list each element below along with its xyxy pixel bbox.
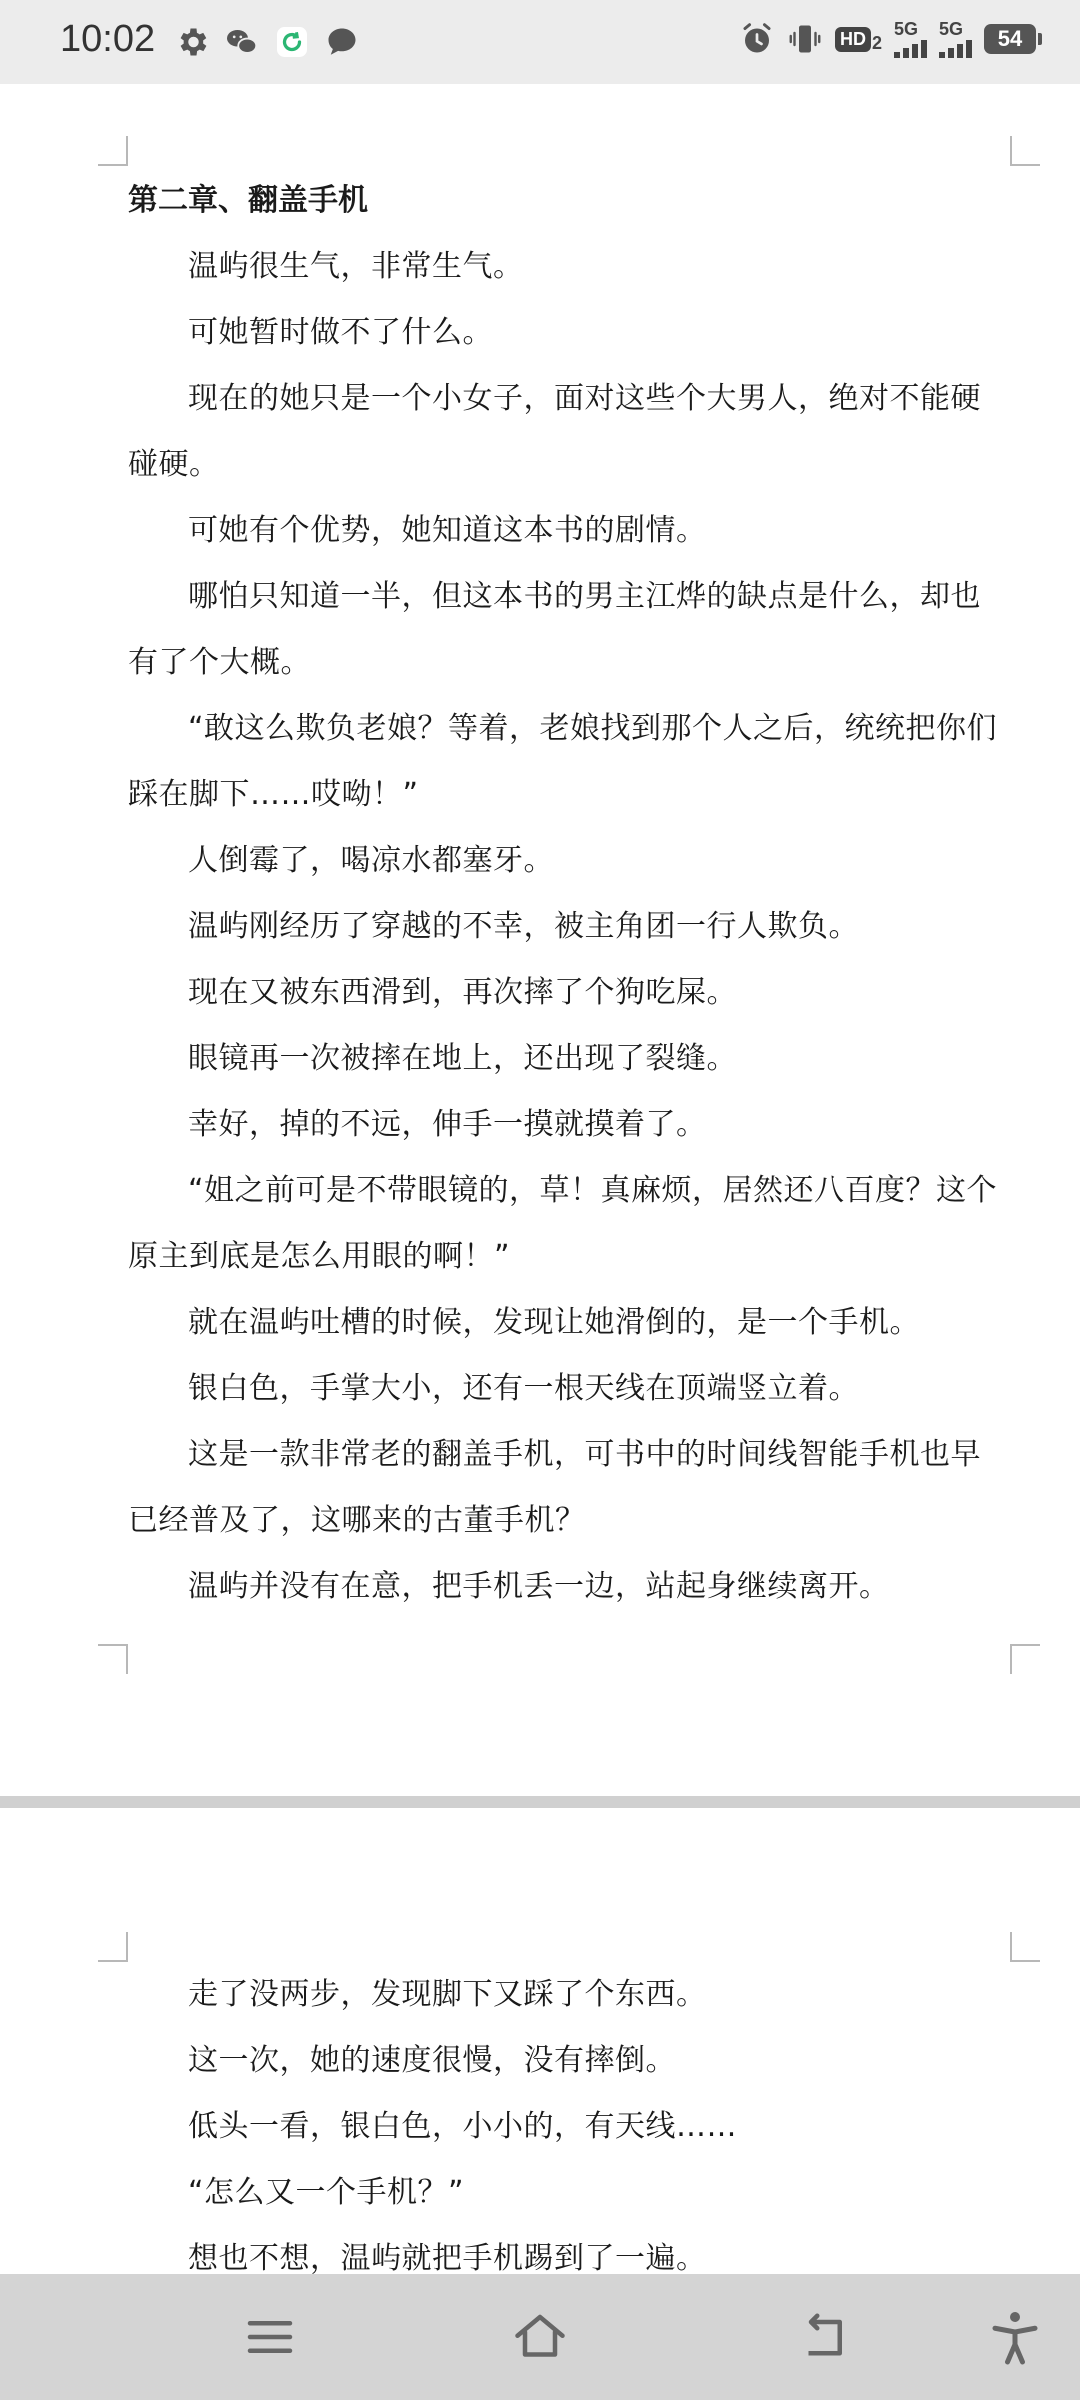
page-corner-mark: [98, 1932, 128, 1962]
paragraph: 就在温屿吐槽的时候，发现让她滑倒的，是一个手机。: [188, 1305, 920, 1340]
hd-badge: HD: [835, 27, 871, 52]
status-bar: [0, 0, 1080, 84]
paragraph: 幸好，掉的不远，伸手一摸就摸着了。: [188, 1107, 707, 1142]
hd-indicator: [835, 27, 882, 52]
gear-icon: [174, 24, 210, 60]
accessibility-button[interactable]: [982, 2304, 1048, 2370]
paragraph: 人倒霉了，喝凉水都塞牙。: [188, 843, 554, 878]
document-page-2[interactable]: [0, 1808, 1080, 2274]
navigation-bar: [0, 2274, 1080, 2400]
paragraph: 现在的她只是一个小女子，面对这些个大男人，绝对不能硬碰硬。: [128, 381, 981, 482]
paragraph: 低头一看，银白色，小小的，有天线……: [188, 2109, 737, 2144]
paragraph: 温屿刚经历了穿越的不幸，被主角团一行人欺负。: [188, 909, 859, 944]
hd-sub-label: 2: [871, 32, 882, 53]
vibrate-icon: [787, 21, 823, 57]
paragraph: “怎么又一个手机？”: [188, 2175, 465, 2210]
menu-button[interactable]: [237, 2304, 303, 2370]
alarm-icon: [739, 21, 775, 57]
signal-bars-2-icon: [939, 38, 972, 58]
wechat-icon: [224, 24, 260, 60]
page-corner-mark: [98, 136, 128, 166]
back-button[interactable]: [793, 2304, 859, 2370]
back-icon: [796, 2307, 856, 2367]
network-2-label: 5G: [939, 19, 964, 39]
page-1-text: [128, 168, 1008, 1620]
page-corner-mark: [1010, 136, 1040, 166]
chat-bubble-icon: [324, 24, 360, 60]
status-right-icons: [739, 20, 1036, 58]
network-2: [939, 20, 972, 58]
paragraph: 可她有个优势，她知道这本书的剧情。: [188, 513, 707, 548]
page-corner-mark: [1010, 1644, 1040, 1674]
paragraph: 可她暂时做不了什么。: [188, 315, 493, 350]
network-1-label: 5G: [894, 19, 919, 39]
paragraph: 这是一款非常老的翻盖手机，可书中的时间线智能手机也早已经普及了，这哪来的古董手机？: [128, 1437, 981, 1538]
paragraph: 眼镜再一次被摔在地上，还出现了裂缝。: [188, 1041, 737, 1076]
paragraph: 温屿并没有在意，把手机丢一边，站起身继续离开。: [188, 1569, 890, 1604]
paragraph: 这一次，她的速度很慢，没有摔倒。: [188, 2043, 676, 2078]
menu-icon: [240, 2307, 300, 2367]
home-button[interactable]: [507, 2304, 573, 2370]
page-corner-mark: [1010, 1932, 1040, 1962]
page-separator: [0, 1796, 1080, 1808]
status-time: 10:02: [60, 18, 156, 60]
battery-indicator: 54: [984, 24, 1036, 54]
network-1: [894, 20, 927, 58]
document-page-1[interactable]: [0, 84, 1080, 1796]
page-2-text: [128, 1962, 1008, 2274]
page-corner-mark: [98, 1644, 128, 1674]
accessibility-icon: [985, 2307, 1045, 2367]
status-left-icons: [174, 24, 360, 60]
paragraph: 哪怕只知道一半，但这本书的男主江烨的缺点是什么，却也有了个大概。: [128, 579, 981, 680]
paragraph: 温屿很生气，非常生气。: [188, 249, 524, 284]
home-icon: [510, 2307, 570, 2367]
paragraph: 现在又被东西滑到，再次摔了个狗吃屎。: [188, 975, 737, 1010]
paragraph: “姐之前可是不带眼镜的，草！真麻烦，居然还八百度？这个原主到底是怎么用眼的啊！”: [128, 1173, 998, 1274]
paragraph: 银白色，手掌大小，还有一根天线在顶端竖立着。: [188, 1371, 859, 1406]
sync-icon: [274, 24, 310, 60]
paragraph: 走了没两步，发现脚下又踩了个东西。: [188, 1977, 707, 2012]
chapter-title: 第二章、翻盖手机: [128, 183, 368, 218]
paragraph: “敢这么欺负老娘？等着，老娘找到那个人之后，统统把你们踩在脚下……哎呦！”: [128, 711, 998, 812]
signal-bars-1-icon: [894, 38, 927, 58]
paragraph: 想也不想，温屿就把手机踢到了一遍。: [188, 2241, 707, 2274]
